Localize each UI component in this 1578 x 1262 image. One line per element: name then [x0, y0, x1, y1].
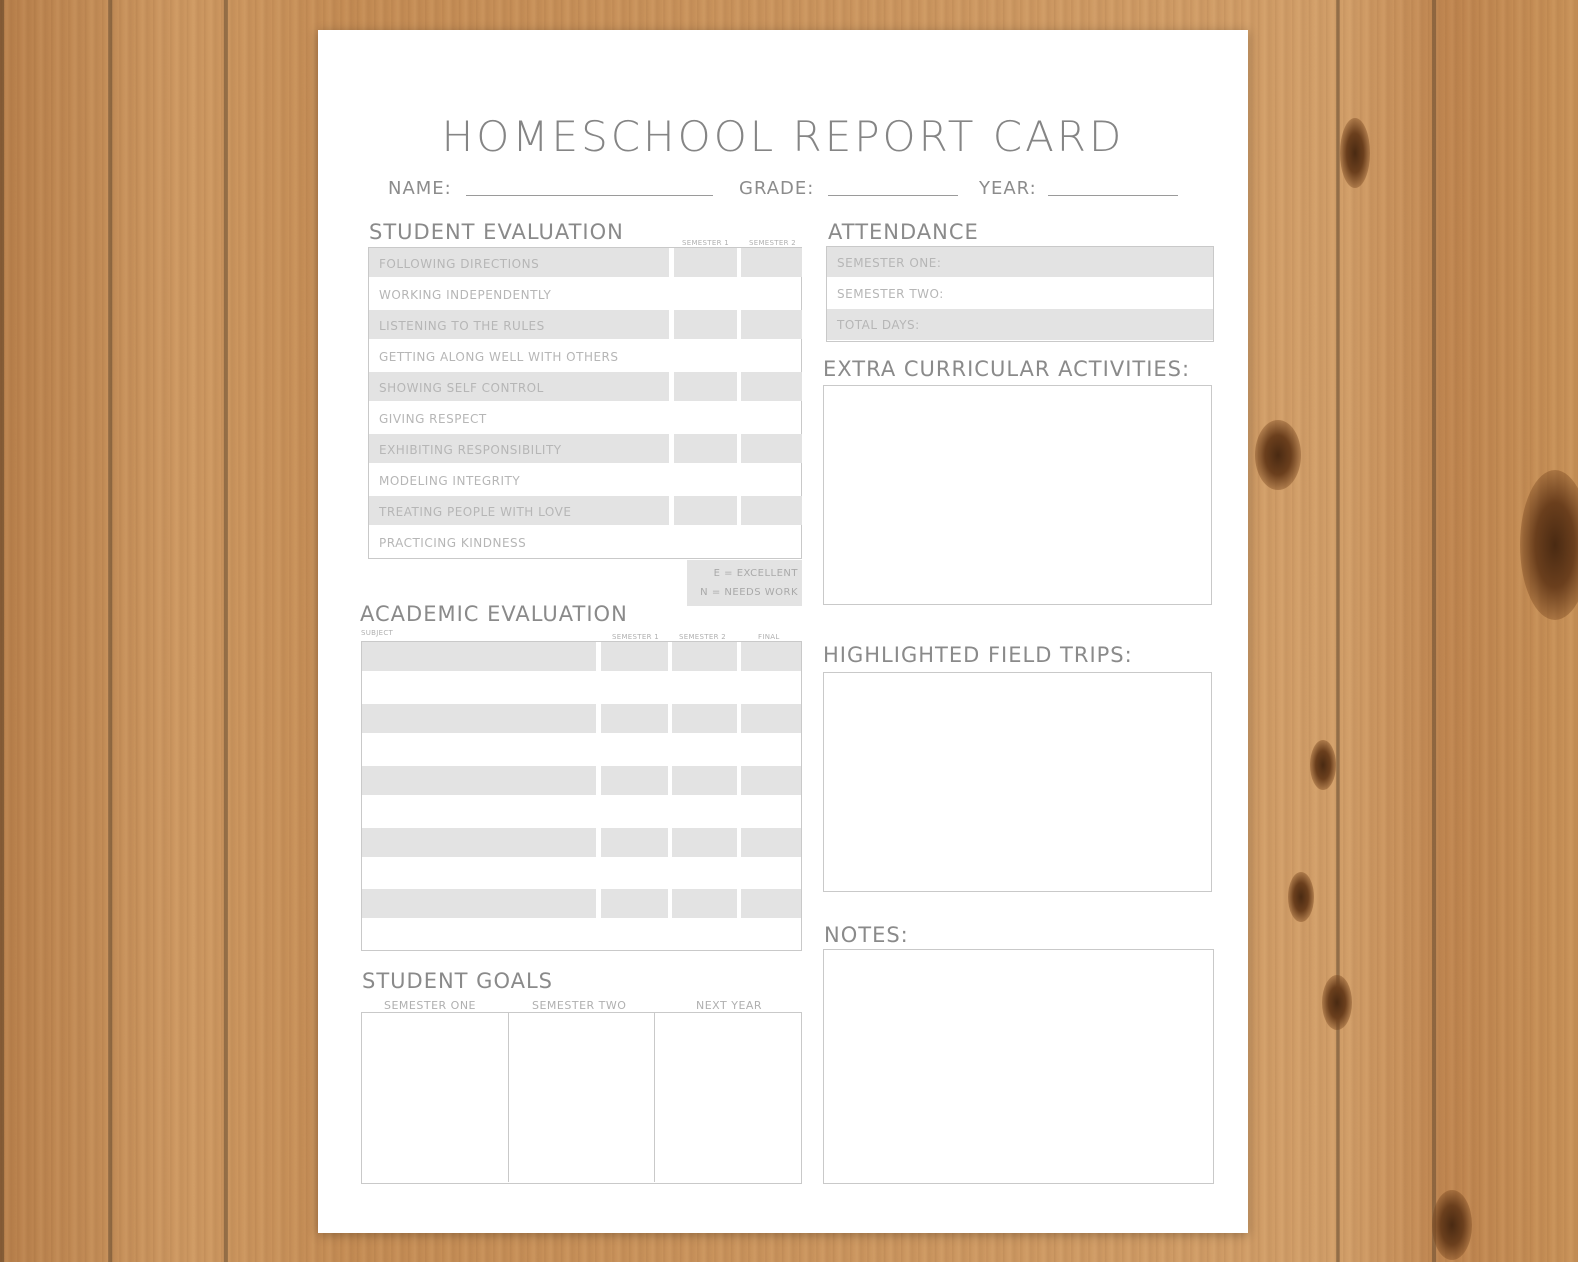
academic-evaluation-heading: ACADEMIC EVALUATION [360, 602, 628, 626]
attendance-row[interactable] [827, 309, 1213, 340]
field-trips-box[interactable] [823, 672, 1212, 892]
ae-grade-cell[interactable] [601, 766, 668, 795]
student-evaluation-heading: STUDENT EVALUATION [369, 220, 624, 244]
ae-grade-cell[interactable] [672, 704, 737, 733]
attendance-label: SEMESTER TWO: [837, 287, 944, 301]
ae-subject-cell[interactable] [362, 889, 596, 918]
wood-knot [1322, 975, 1352, 1030]
wood-knot [1432, 1190, 1472, 1260]
se-grade-cell[interactable] [741, 434, 802, 463]
table-row [362, 704, 801, 735]
se-item-label: MODELING INTEGRITY [379, 474, 521, 488]
se-item-label: TREATING PEOPLE WITH LOVE [379, 505, 572, 519]
ae-grade-cell[interactable] [672, 766, 737, 795]
ae-grade-cell[interactable] [741, 889, 801, 918]
ae-grade-cell[interactable] [741, 828, 801, 857]
ae-grade-cell[interactable] [672, 642, 737, 671]
se-col-semester1: SEMESTER 1 [682, 239, 730, 247]
goals-semester-one-cell[interactable] [362, 1013, 509, 1182]
goals-next-year-cell[interactable] [656, 1013, 800, 1182]
se-grade-cell[interactable] [741, 248, 802, 277]
student-goals-table [361, 1012, 802, 1184]
table-row [362, 766, 801, 797]
ae-subject-cell[interactable] [362, 704, 596, 733]
ae-grade-cell[interactable] [601, 828, 668, 857]
se-grade-cell[interactable] [741, 496, 802, 525]
ae-grade-cell[interactable] [741, 642, 801, 671]
se-item-label: SHOWING SELF CONTROL [379, 381, 544, 395]
table-row [369, 527, 801, 558]
se-item-label: GETTING ALONG WELL WITH OTHERS [379, 350, 619, 364]
attendance-row[interactable] [827, 247, 1213, 277]
notes-box[interactable] [823, 949, 1214, 1184]
ae-subject-cell[interactable] [362, 766, 596, 795]
ae-grade-cell[interactable] [741, 766, 801, 795]
ae-grade-cell[interactable] [601, 704, 668, 733]
ae-grade-cell[interactable] [601, 889, 668, 918]
attendance-heading: ATTENDANCE [828, 220, 979, 244]
table-row [369, 372, 801, 403]
student-evaluation-table [368, 247, 802, 559]
goals-col-semester-one: SEMESTER ONE [384, 999, 477, 1012]
attendance-row[interactable] [827, 278, 1213, 308]
se-grade-cell[interactable] [674, 310, 737, 339]
ae-grade-cell[interactable] [672, 828, 737, 857]
field-trips-heading: HIGHLIGHTED FIELD TRIPS: [823, 643, 1133, 667]
se-item-label: WORKING INDEPENDENTLY [379, 288, 552, 302]
wood-knot [1340, 118, 1370, 188]
wood-knot [1255, 420, 1301, 490]
ae-grade-cell[interactable] [672, 889, 737, 918]
ae-subject-cell[interactable] [362, 642, 596, 671]
se-item-label: GIVING RESPECT [379, 412, 487, 426]
table-row [369, 496, 801, 527]
grade-field[interactable] [828, 195, 958, 196]
se-item-label: EXHIBITING RESPONSIBILITY [379, 443, 562, 457]
se-grade-cell[interactable] [741, 372, 802, 401]
grading-legend [687, 560, 802, 606]
table-row [369, 310, 801, 341]
table-row [369, 465, 801, 496]
table-row [369, 403, 801, 434]
ae-grade-cell[interactable] [741, 704, 801, 733]
se-grade-cell[interactable] [674, 434, 737, 463]
table-row [369, 248, 801, 279]
se-grade-cell[interactable] [741, 310, 802, 339]
se-item-label: FOLLOWING DIRECTIONS [379, 257, 540, 271]
year-field[interactable] [1048, 195, 1178, 196]
notes-heading: NOTES: [824, 923, 909, 947]
legend-excellent: E = EXCELLENT [713, 568, 798, 579]
page-title: HOMESCHOOL REPORT CARD [441, 112, 1125, 161]
extra-curricular-heading: EXTRA CURRICULAR ACTIVITIES: [823, 357, 1191, 381]
ae-grade-cell[interactable] [601, 642, 668, 671]
table-row [369, 279, 801, 310]
ae-subject-label: SUBJECT [361, 629, 394, 637]
se-item-label: PRACTICING KINDNESS [379, 536, 527, 550]
attendance-label: SEMESTER ONE: [837, 256, 942, 270]
table-row [362, 642, 801, 673]
se-item-label: LISTENING TO THE RULES [379, 319, 545, 333]
table-row [369, 434, 801, 465]
se-grade-cell[interactable] [674, 248, 737, 277]
ae-col-semester2: SEMESTER 2 [679, 633, 727, 641]
se-grade-cell[interactable] [674, 496, 737, 525]
wood-knot [1310, 740, 1336, 790]
table-row [362, 889, 801, 920]
extra-curricular-box[interactable] [823, 385, 1212, 605]
year-label: YEAR: [979, 178, 1037, 199]
name-field[interactable] [466, 195, 713, 196]
grade-label: GRADE: [739, 178, 815, 199]
report-card-page [318, 30, 1248, 1233]
wood-knot [1288, 872, 1314, 922]
academic-evaluation-table [361, 641, 802, 951]
ae-subject-cell[interactable] [362, 828, 596, 857]
se-col-semester2: SEMESTER 2 [749, 239, 797, 247]
table-row [362, 828, 801, 859]
wood-knot [1520, 470, 1578, 620]
attendance-label: TOTAL DAYS: [837, 318, 920, 332]
attendance-table [826, 246, 1214, 342]
table-row [369, 341, 801, 372]
ae-col-semester1: SEMESTER 1 [612, 633, 660, 641]
goals-col-next-year: NEXT YEAR [696, 999, 763, 1012]
legend-needs-work: N = NEEDS WORK [700, 587, 798, 598]
name-label: NAME: [388, 178, 452, 199]
ae-col-final: FINAL [758, 633, 780, 641]
se-grade-cell[interactable] [674, 372, 737, 401]
goals-semester-two-cell[interactable] [509, 1013, 655, 1182]
goals-col-semester-two: SEMESTER TWO [532, 999, 627, 1012]
student-goals-heading: STUDENT GOALS [362, 969, 554, 993]
